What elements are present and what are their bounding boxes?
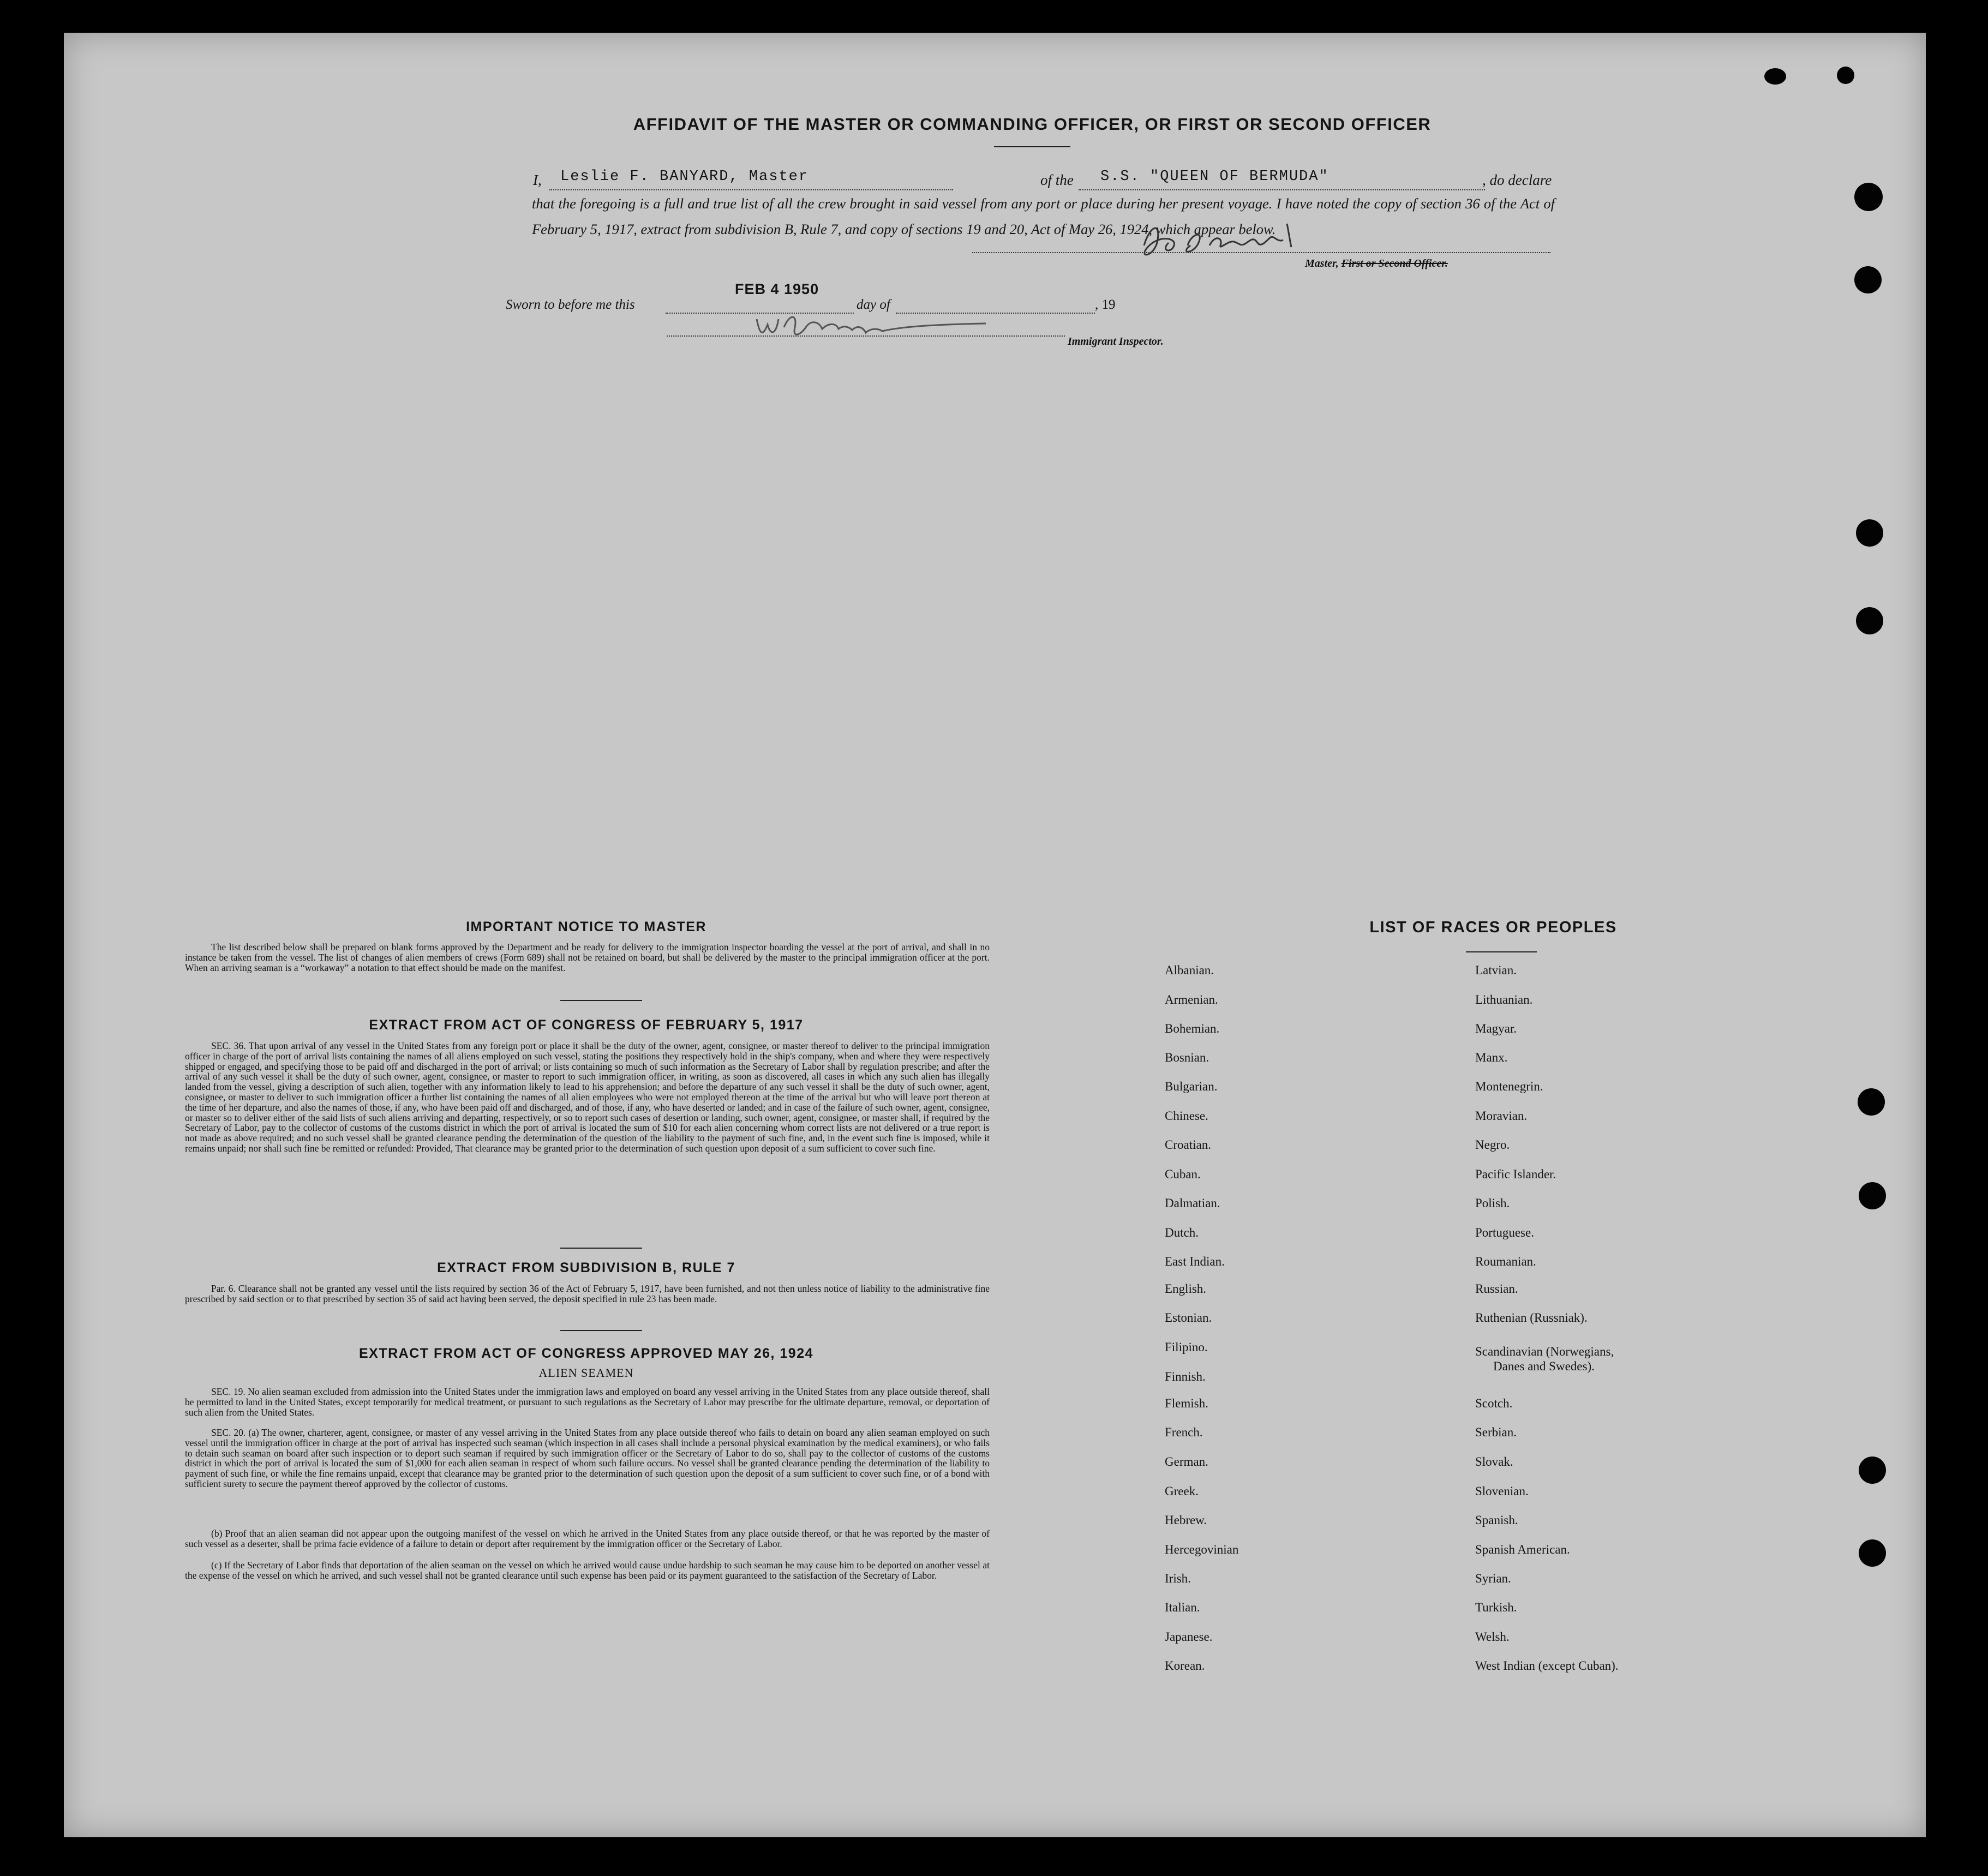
race-item: Cuban. (1165, 1167, 1201, 1181)
race-item: Japanese. (1165, 1630, 1213, 1644)
extract-1917-text: SEC. 36. That upon arrival of any vessel in the United States from any foreign port or place it shall be the duty of the owner, agent, consignee, or master thereof to deliver to the principal immigration officer in charge of the port of arrival lists containing the names of all aliens employed on such vessel, stating the positions they respectively hold in the ship's company, when and where they were respectively shipped or engaged, and specifying those to be paid off and discharged in the port of arrival; or lists containing so much of such information as the Secretary of Labor shall by regulation prescribe; and after the arrival of any such vessel it shall be the duty of such owner, agent, consignee, or master to report to such immigration officer, in writing, as soon as discovered, all cases in which any such alien has illegally landed from the vessel, giving a description of such alien, together with any information likely to lead to his apprehension; and before the departure of any such vessel it shall be the duty of such owner, agent, consignee, or master to deliver to such immigration officer a further list containing the names of all alien employees who were not employed thereon at the time of the arrival but who will leave port thereon at the time of her departure, and also the names of those, if any, who have been paid off and discharged, and of those, if any, who have deserted or landed; and in case of the failure of such owner, agent, consignee, or master so to deliver either of the said lists of such aliens arriving and departing, respectively, or so to report such cases of desertion or landing, such owner, agent, consignee, or master shall, if required by the Secretary of Labor, pay to the collector of customs of the customs district in which the port of arrival is located the sum of $10 for each alien concerning whom correct lists are not delivered or a true report is not made as above required; and no such vessel shall be granted clearance pending the determination of the question of the liability to the payment of such fine, and, in the event such fine is imposed, while it remains unpaid; nor shall such fine be remitted or refunded: Provided, That clearance may be granted prior to the determination of such question upon deposit of a sum sufficient to cover such fine. (185, 1040, 990, 1154)
punch-hole (1856, 519, 1883, 547)
race-item: Bohemian. (1165, 1022, 1220, 1035)
race-item: Albanian. (1165, 963, 1214, 977)
race-item: Welsh. (1475, 1630, 1510, 1644)
sworn-before-label: Sworn to before me this (506, 297, 635, 312)
race-item: Turkish. (1475, 1601, 1517, 1614)
race-item: Filipino. (1165, 1340, 1208, 1354)
race-item: Lithuanian. (1475, 993, 1533, 1006)
punch-hole (1858, 1088, 1885, 1116)
pronoun: I, (533, 172, 542, 188)
affidavit-declaration-line (533, 169, 1553, 194)
race-item: Polish. (1475, 1196, 1510, 1210)
vessel-dotted-line (1079, 189, 1485, 190)
date-stamp: FEB 4 1950 (735, 281, 819, 297)
race-item: Flemish. (1165, 1396, 1208, 1410)
punch-hole (1856, 607, 1883, 634)
race-item: Ruthenian (Russniak). (1475, 1311, 1588, 1324)
race-item: German. (1165, 1455, 1208, 1469)
do-declare-label: , do declare (1482, 172, 1552, 188)
race-item: East Indian. (1165, 1255, 1225, 1268)
race-item: Scotch. (1475, 1396, 1513, 1410)
race-item: Latvian. (1475, 963, 1517, 977)
race-item: Bulgarian. (1165, 1080, 1218, 1093)
of-the-label: of the (1040, 172, 1074, 188)
race-item: Syrian. (1475, 1572, 1511, 1585)
extract-rule7-text: Par. 6. Clearance shall not be granted any vessel until the lists required by section 36 of the Act of February 5, 1917, have been furnished, and not then unless notice of liability to the administrative fine prescribed by said section or to that prescribed by section 35 of said act having been served, the deposit specified in rule 23 has been made. (185, 1283, 990, 1304)
punch-hole (1854, 183, 1883, 211)
race-item: Greek. (1165, 1484, 1199, 1498)
race-item: French. (1165, 1425, 1203, 1439)
punch-hole (1837, 67, 1854, 84)
race-item: Manx. (1475, 1051, 1508, 1064)
punch-hole (1859, 1182, 1886, 1209)
day-of-label: day of (857, 297, 890, 312)
race-item: Spanish American. (1475, 1543, 1570, 1556)
alien-seamen-subtitle: ALIEN SEAMEN (538, 1366, 634, 1380)
punch-hole (1764, 68, 1786, 85)
race-item: Armenian. (1165, 993, 1218, 1006)
race-item: Moravian. (1475, 1109, 1528, 1123)
master-label: Master, First or Second Officer. (1305, 257, 1448, 269)
inspector-signature (746, 303, 991, 346)
sec19-text: SEC. 19. No alien seaman excluded from admission into the United States under the immigration laws and employed on board any vessel arriving in the United States from any place outside thereof, shall be permitted to land in the United States, except temporarily for medical treatment, or pursuant to such regulations as the Secretary of Labor may prescribe for the ultimate departure, removal, or deportation of such alien from the United States. (185, 1386, 990, 1418)
race-item: Magyar. (1475, 1022, 1517, 1035)
punch-hole (1859, 1539, 1886, 1567)
race-item: West Indian (except Cuban). (1475, 1659, 1619, 1673)
race-item: Russian. (1475, 1282, 1518, 1296)
races-title-rule (1466, 951, 1537, 952)
race-item: Hercegovinian (1165, 1543, 1239, 1556)
struck-officer-label: First or Second Officer. (1341, 257, 1448, 269)
race-item: Roumanian. (1475, 1255, 1536, 1268)
race-item: Dutch. (1165, 1226, 1199, 1239)
race-item: Spanish. (1475, 1513, 1518, 1527)
extract-1924-title: EXTRACT FROM ACT OF CONGRESS APPROVED MAY 26, 1924 (358, 1346, 814, 1361)
races-title: LIST OF RACES OR PEOPLES (1369, 919, 1617, 936)
race-item: Negro. (1475, 1138, 1510, 1152)
sec20b-text: (b) Proof that an alien seaman did not appear upon the outgoing manifest of the vessel on which he arrived in the United States from any place outside thereof, or that he was reported by the master of such vessel as a deserter, shall be prima facie evidence of a failure to detain or deport after requirement by the immigration officer or the Secretary of Labor. (185, 1528, 990, 1549)
race-item: Montenegrin. (1475, 1080, 1543, 1093)
race-item: Irish. (1165, 1572, 1191, 1585)
race-item: Serbian. (1475, 1425, 1517, 1439)
section-rule (560, 1000, 642, 1001)
race-item: Finnish. (1165, 1370, 1206, 1383)
title-rule (994, 146, 1070, 147)
race-item: Chinese. (1165, 1109, 1208, 1123)
sec20a-text: SEC. 20. (a) The owner, charterer, agent, consignee, or master of any vessel arriving in the United States from any place outside thereof who fails to detain on board any alien seaman employed on such vessel until the immigration officer in charge at the port of arrival has inspected such seaman (which inspection in all cases shall include a personal physical examination by the medical examiners), or who fails to detain such seaman on board after such inspection or to deport such seaman if required by such immigration officer or the Secretary of Labor to do so, shall pay to the collector of customs of the customs district in which the port of arrival is located the sum of $1,000 for each alien seaman in respect of whom such failure occurs. No vessel shall be granted clearance pending the determination of the liability to payment of such fine, or while the fine remains unpaid, except that clearance may be granted prior to the determination of such question upon the deposit of a sum sufficient to cover such fine, or of a bond with sufficient surety to secure the payment thereof approved by the collector of customs. (185, 1427, 990, 1489)
race-item: Hebrew. (1165, 1513, 1207, 1527)
affidavit-statement: that the foregoing is a full and true list of all the crew brought in said vessel from any port or place during her present voyage. I have noted the copy of section 36 of the Act of February 5, 1917, extract from subdivision B, Rule 7, and copy of sections 19 and 20, Act of May 26, 1924, which appear below. (532, 195, 1555, 237)
extract-rule7-title: EXTRACT FROM SUBDIVISION B, RULE 7 (437, 1260, 735, 1275)
vessel-name: S.S. "QUEEN OF BERMUDA" (1100, 169, 1329, 185)
race-item: English. (1165, 1282, 1207, 1296)
year-prefix: , 19 (1095, 297, 1116, 312)
document-page (64, 33, 1926, 1837)
race-item: Pacific Islander. (1475, 1167, 1556, 1181)
race-item: Croatian. (1165, 1138, 1211, 1152)
race-item: Slovenian. (1475, 1484, 1529, 1498)
section-rule (560, 1248, 642, 1249)
sec20c-text: (c) If the Secretary of Labor finds that deportation of the alien seaman on the vessel on which he arrived would cause undue hardship to such seaman he may cause him to be deported on another vessel at the expense of the vessel on which he arrived, and such vessel shall not be granted clearance until such expense has been paid or its payment guaranteed to the satisfaction of the Secretary of Labor. (185, 1560, 990, 1581)
race-item: Estonian. (1165, 1311, 1212, 1324)
declarant-name: Leslie F. BANYARD, Master (560, 169, 809, 185)
race-item: Bosnian. (1165, 1051, 1209, 1064)
punch-hole (1854, 266, 1882, 293)
declarant-dotted-line (549, 189, 953, 190)
notice-title: IMPORTANT NOTICE TO MASTER (466, 919, 706, 934)
extract-1917-title: EXTRACT FROM ACT OF CONGRESS OF FEBRUARY 5, 1917 (369, 1017, 804, 1033)
race-item: Slovak. (1475, 1455, 1513, 1469)
master-signature (1128, 215, 1313, 265)
race-item: Korean. (1165, 1659, 1205, 1673)
notice-text: The list described below shall be prepared on blank forms approved by the Department and be ready for delivery to the immigration inspector boarding the vessel at the port of arrival, and shall in no instance be taken from the vessel. The list of changes of alien members of crews (Form 689) shall not be retained on board, but shall be delivered by the master to the principal immigration officer at the port. When an arriving seaman is a “workaway” a notation to that effect should be made on the manifest. (185, 942, 990, 973)
punch-hole (1859, 1457, 1886, 1484)
affidavit-title: AFFIDAVIT OF THE MASTER OR COMMANDING OFFICER, OR FIRST OR SECOND OFFICER (633, 115, 1432, 134)
race-item: Danes and Swedes). (1493, 1359, 1595, 1373)
race-item: Portuguese. (1475, 1226, 1534, 1239)
inspector-label: Immigrant Inspector. (1068, 335, 1164, 347)
race-item: Scandinavian (Norwegians, (1475, 1345, 1614, 1358)
section-rule (560, 1330, 642, 1331)
race-item: Dalmatian. (1165, 1196, 1220, 1210)
race-item: Italian. (1165, 1601, 1200, 1614)
